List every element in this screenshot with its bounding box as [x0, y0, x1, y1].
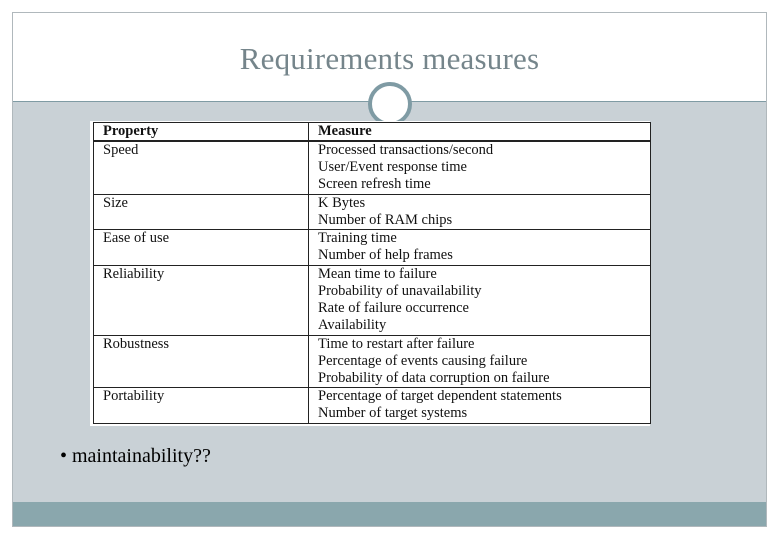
table-header-row: [94, 123, 651, 142]
table-image: [90, 121, 650, 426]
header-property: Property: [94, 123, 309, 142]
bullet-text: • maintainability??: [60, 445, 211, 467]
header-measure: Measure: [309, 123, 651, 142]
measure-item: Mean time to failure: [318, 265, 437, 282]
measure-item: Number of help frames: [318, 247, 453, 264]
measure-item: Probability of data corruption on failure: [318, 369, 550, 386]
decorative-circle-icon: [368, 82, 412, 126]
property-cell: Size: [94, 194, 309, 230]
measure-item: K Bytes: [318, 194, 366, 211]
measure-item: Percentage of target dependent statements: [318, 388, 562, 405]
measure-cell: [309, 230, 651, 266]
measure-cell: [309, 388, 651, 424]
table-row: [94, 141, 651, 194]
property-cell: Ease of use: [94, 230, 309, 266]
slide-title: Requirements measures: [239, 41, 540, 76]
measure-item: Training time: [318, 230, 397, 247]
measure-cell: [309, 194, 651, 230]
property-cell: Speed: [94, 141, 309, 194]
measure-item: Processed transactions/second: [318, 142, 494, 158]
property-cell: Reliability: [94, 265, 309, 335]
measure-item: Time to restart after failure: [318, 335, 475, 352]
footer-bar: [13, 502, 766, 526]
table-row: [94, 230, 651, 266]
measure-item: Number of target systems: [318, 405, 468, 422]
measure-item: Screen refresh time: [318, 176, 431, 192]
measure-cell: [309, 265, 651, 335]
table-row: [94, 265, 651, 335]
measure-item: Availability: [318, 316, 387, 333]
requirements-table: [93, 122, 651, 424]
measure-item: Rate of failure occurrence: [318, 299, 469, 316]
measure-item: User/Event response time: [318, 159, 467, 175]
measure-cell: [309, 335, 651, 388]
measure-item: Percentage of events causing failure: [318, 352, 528, 369]
property-cell: Robustness: [94, 335, 309, 388]
table-row: [94, 388, 651, 424]
measure-item: Number of RAM chips: [318, 211, 453, 228]
slide-frame: [12, 12, 767, 527]
table-row: [94, 194, 651, 230]
measure-cell: [309, 141, 651, 194]
measure-item: Probability of unavailability: [318, 282, 482, 299]
property-cell: Portability: [94, 388, 309, 424]
table-row: [94, 335, 651, 388]
